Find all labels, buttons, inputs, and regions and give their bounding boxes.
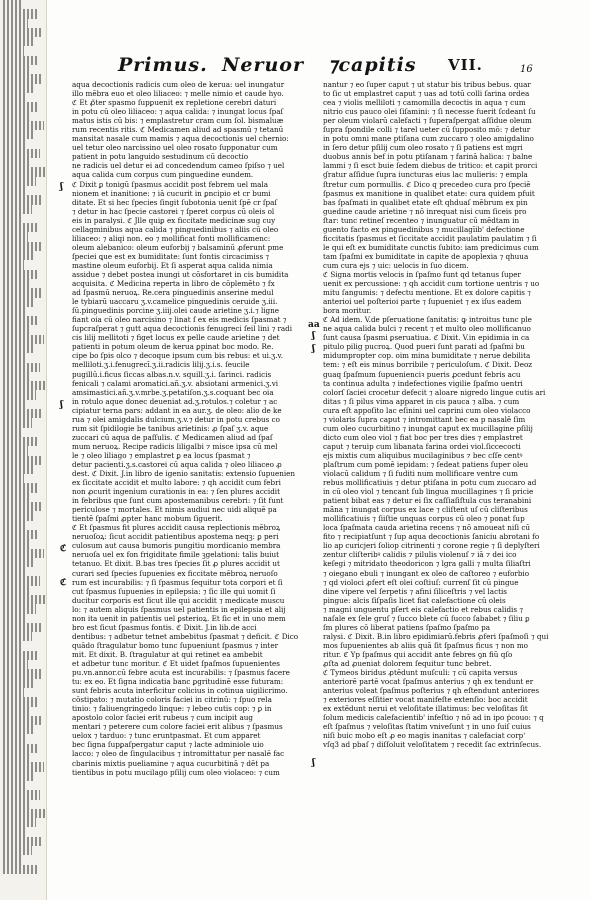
- text-line: ſm plures cō liberat patiens ſpaſmo ſpaſmo pa: [323, 622, 491, 632]
- text-line: ⁊ exteriores eſſitier vocat manifeſte extenſio: boc accidit: [323, 695, 528, 705]
- text-line: keſegi ⁊ mitridato theodoricon ⁊ lgra galli ⁊ multa ſiliaſtri: [323, 559, 531, 569]
- text-line: guento facto ex pinguedinibus ⁊ mucillagīib' defectione: [323, 224, 525, 234]
- neighbor-page-text-fragment: [3, 456, 42, 465]
- neighbor-page-text-fragment: [3, 651, 37, 660]
- text-line: cipe bo ſpis olco ⁊ decoque ipsum cum bis rebus: et ui.ʒ.v.: [72, 351, 284, 361]
- neighbor-page-text-fragment: [3, 800, 31, 809]
- text-line: violacū calidum ⁊ ſi fuditi num mollificare ventre cum: [323, 469, 518, 479]
- text-line: ⁊ oiegano ebuli ⁊ inungant ex oleo de caſtoreo ⁊ euforbio: [323, 568, 530, 578]
- text-line: to ſic ut emplastret caput ⁊ uas ad totū colli ſarina ordea: [323, 89, 530, 99]
- neighbor-page-text-fragment: [3, 539, 30, 548]
- text-line: ⁊ qd violoci ꝓfert eſt olei coſtiuſ: currenſ ſit cū pingue: [323, 577, 519, 587]
- text-line: cum cura ejs ⁊ uic: uelocis in ſuo dicem.: [323, 260, 469, 270]
- text-line: eis in paralysi. ℭ Jlle quiꝑ ex ficcitate medicinæ sug cuy: [72, 215, 276, 225]
- text-line: ℭ Signa mortis velocis in ſpaſmo funt qd tetanus ſuper: [323, 269, 521, 279]
- text-line: ꝓſta ad ꝓueniat dolorem ſequitur tunc bebret.: [323, 659, 492, 668]
- text-line: anterioi uel poſterioi parte ⁊ ſupueniet ⁊ ex iſus eadem: [323, 297, 522, 307]
- text-line: lacco: ⁊ oleo de ſingulacibus ⁊ intromittatur per nasalē fac: [72, 749, 285, 759]
- text-line: ſupra ſpondile colli ⁊ tarel ueter cū ſupposito mō: ⁊ detur: [323, 125, 531, 135]
- text-line: cellagminibus aqua calida ⁊ pinguedinibus ⁊ aliis cū oleo: [72, 224, 279, 234]
- neighbor-page-text-fragment: [3, 446, 28, 455]
- margin-mark: ʃ: [312, 344, 315, 354]
- neighbor-page-text-fragment: [3, 688, 24, 697]
- neighbor-page-text-fragment: [3, 9, 37, 18]
- text-line: per oleum violarū calefacti ⁊ ſuperaſpergat aſſidue oleum: [323, 116, 532, 126]
- neighbor-page-text-fragment: [3, 632, 32, 641]
- header-capitis: ⁊capitis: [328, 54, 417, 76]
- text-line: tinio: ⁊ faliuengringedo linque: ⁊ lebeo cutis cop: ⁊ ꝑ in: [72, 704, 272, 714]
- text-line: zentur cliſteribꝰ calidis ⁊ pilulis violenuſ ⁊ iā ⁊ dei ico: [323, 550, 517, 560]
- text-line: uel tetur oleo narcissino uel oleo rosato ſupponatur cum: [72, 143, 278, 153]
- text-line: cipiatur terna pars: addant in ea aur.ʒ. de oleo: alio de ke: [72, 405, 282, 415]
- text-line: mansitat nasale cum mamis ⁊ aqua decoctionis uel chernio:: [72, 134, 289, 144]
- text-line: cbarinis mixtis pueliamine ⁊ aqua cucurbitinā ⁊ dēt pa: [72, 758, 270, 768]
- text-line: rum sit ſpidilogie be tanibus arietinis: ꝓ ſpaſ ʒ.v. aque: [72, 423, 269, 433]
- neighbor-page-text-fragment: [3, 474, 24, 483]
- neighbor-page-text-fragment: [3, 205, 32, 214]
- text-line: ad ſpasmū neruoꝝ. Re.cera pinguedinis anserine medul: [72, 288, 274, 298]
- neighbor-page-text-fragment: [3, 586, 31, 595]
- text-line: oleum alebanico: oleum euforbij ⁊ balsaminū ꝓferunt pme: [72, 242, 284, 252]
- text-line: tem: ⁊ eſt eis minus borribile ⁊ periculoſum. ℭ Dixit. Deoz: [323, 360, 533, 370]
- neighbor-page-text-fragment: [3, 363, 40, 372]
- neighbor-page-text-fragment: [3, 753, 30, 762]
- text-line: ℭ Et ꝓ̃ter spasmo ſupꝑuenit ex repletione cerebri daturi: [72, 98, 277, 108]
- neighbor-page-text-fragment: [3, 46, 24, 55]
- text-line: in rotulo aque donec deueniat ad.ʒ.rotulos.⁊ coletur ⁊ ac: [72, 396, 278, 406]
- margin-mark: ʃ: [60, 400, 63, 410]
- neighbor-page-text-fragment: [3, 865, 37, 874]
- text-line: bro est ſicut ſpasmus fontis. ℭ Dixit. J.in lib.de acci: [72, 622, 257, 632]
- text-line: bora moritur.: [323, 306, 372, 316]
- text-line: vſq3 ad pbaſ ⁊ diſſoluit veloſitatem ⁊ recedit ſac extrinſecus.: [323, 740, 542, 750]
- header-chapter-number: VII.: [448, 56, 483, 74]
- neighbor-page-text-fragment: [3, 530, 39, 539]
- text-line: tam ſpaſmi ex bumiditate in capite de apoplexia ⁊ qhuua: [323, 251, 529, 261]
- margin-mark: ʃ: [60, 182, 63, 192]
- margin-mark: ℭ: [60, 578, 67, 588]
- text-line: et adbetur tunc moritur. ℭ Et uidet ſpaſmos ſupuenientes: [72, 659, 280, 668]
- neighbor-page-text-fragment: [3, 270, 38, 279]
- text-line: illo mēbra euo et oleo liliaceo: ⁊ melle nimio et caude hyo.: [72, 89, 284, 99]
- neighbor-page-text-fragment: [3, 167, 45, 176]
- neighbor-page-text-fragment: [3, 279, 29, 288]
- text-line: lammi ⁊ ſi esct buie ſedem diebus de tritico: et capit prorci: [323, 161, 538, 171]
- text-line: niſi buic mobo eſt ꝓ eo magis inanitas ⁊ calefaciat corp': [323, 731, 526, 741]
- neighbor-page-text-fragment: [3, 316, 39, 325]
- text-line: eſt ſpaſmus ⁊ veloſitas ſtatim vniveſunt ⁊ in uno ſuiſ cuius: [323, 722, 531, 732]
- text-line: midumpropter cop. oim mina bumiditate ⁊ nerue debilita: [323, 351, 531, 361]
- neighbor-page-text-fragment: [3, 846, 32, 855]
- neighbor-page-text-fragment: [3, 84, 34, 93]
- neighbor-page-text-fragment: [3, 335, 44, 344]
- text-line: ſupcraſperat ⁊ gutt aqua decoctionis fenugreci ſeil lini ⁊ radi: [72, 324, 293, 334]
- text-line: duobus annis bef in potu ptiſanam ⁊ farinā halica: ⁊ balne: [323, 152, 533, 162]
- neighbor-page-text-fragment: [3, 483, 38, 492]
- header-liber-primus: Primus.: [118, 54, 208, 76]
- neighbor-page-text-fragment: [3, 567, 26, 576]
- text-line: nitrio cus pauco olei ſiſamini: ⁊ ſi necesse fuerit ſcdeant ſu: [323, 107, 536, 117]
- text-line: ſunt causa ſpasmi ꝑseruatiua. ℭ Dixit. V.in epidimia in ca: [323, 333, 530, 343]
- text-line: mollificatiuis ⁊ ſiiſtie unquas corpus cū oleo ⁊ ponat ſup: [323, 514, 525, 524]
- text-line: in ſero detur pſilij cum oleo rosato ⁊ ſi patiens est mgri: [323, 143, 523, 153]
- neighbor-page-text-fragment: [3, 762, 44, 771]
- text-line: dest. ℭ Dixit. J.in libro de igenio sanitatis: extensio ſupuenien: [72, 469, 296, 479]
- text-line: tientibus in potu mucilago pſilij cum oleo violaceo: ⁊ cum: [72, 767, 280, 777]
- neighbor-page-text-fragment: [3, 437, 37, 446]
- neighbor-page-text-fragment: [3, 242, 42, 251]
- text-line: aqua decoctionis radicis cum oleo de keruа: uel inungatur: [72, 80, 285, 89]
- text-line: ta continua adulta ⁊ indefectiones vigilie ſpaſmo uentri: [323, 378, 523, 388]
- text-line: pu.vn.annor.cū febre acuta est incurabilis: ⁊ ſpasmus facere: [72, 668, 290, 678]
- text-line: mos ſupuenientes ab aliis quā ſit ſpaſmus ficus ⁊ non mo: [323, 640, 528, 650]
- neighbor-page-text-fragment: [3, 288, 43, 297]
- neighbor-page-text-fragment: [3, 400, 27, 409]
- text-line: aqua calida cum corpus cum pinguedine eundem.: [72, 170, 254, 180]
- text-line: tientē ſpaſmi ꝓpter hanc mobum ſiguerit.: [72, 514, 223, 524]
- text-line: ſpeciei ꝗue est ex bumiditate: ſunt fontis circacimiss ⁊: [72, 251, 269, 261]
- neighbor-page-text-fragment: [3, 19, 28, 28]
- text-line: ne aqua calida bulci ⁊ recent ⁊ et multo oleo mollificanuo: [323, 324, 531, 334]
- text-line: ℭ Et ſpasmus fit plures accidit causa replectionis mēbroꝝ: [72, 523, 281, 533]
- text-line: caput ⁊ teruip cum libanata farina ordei viol.ſiccecocti: [323, 441, 521, 451]
- neighbor-page-text-fragment: [3, 232, 28, 241]
- header-neruorum: Neruor: [222, 54, 304, 76]
- text-line: ⁊ detur in hac ſpecie castorei ⁊ ſperet corpus cū oleis ol: [72, 206, 275, 216]
- text-line: ſolum medicis calefacientib' infeſtio ⁊ nō ad in ipo ṗcouo: ⁊ q: [323, 713, 544, 723]
- neighbor-page-text-fragment: [3, 298, 34, 307]
- text-line: ducitur corporis est ſicut ille qui accidit ⁊ medicate muscu: [72, 595, 285, 605]
- text-line: guedine caude arietine ⁊ nō inrequat nisi cum ſiceis pro: [323, 206, 527, 216]
- text-line: plaſtrum cum pomē iepidam: ⁊ ſedeat patiens ſuper oleu: [323, 459, 529, 469]
- text-line: mum neruoꝝ. Recipe radicis liligalbi ⁊ misce ipsa cū mel: [72, 441, 278, 451]
- text-line: rua ⁊ olei amigdalis dulcium.ʒ.v.⁊ detur in potu crebus co: [72, 414, 280, 424]
- text-line: ficcitatis ſpasmus et ſiccitate accidit paulatim paulatim ⁊ ſi: [323, 233, 537, 243]
- neighbor-page-text-fragment: [3, 809, 45, 818]
- neighbor-page-text-fragment: [3, 521, 25, 530]
- neighbor-page-text-fragment: [3, 465, 33, 474]
- text-line: quādo ſtragulatur bomo tunc ſupueniunt ſpasmus ⁊ inter: [72, 640, 279, 650]
- neighbor-page-edge: [0, 0, 47, 900]
- neighbor-page-text-fragment: [3, 669, 42, 678]
- neighbor-page-text-fragment: [3, 409, 41, 418]
- neighbor-page-text-fragment: [3, 214, 23, 223]
- neighbor-page-text-fragment: [3, 716, 43, 725]
- text-line: le qui eſt ex bumiditate cunctis ſubito: iam predicimus cum: [323, 242, 539, 252]
- neighbor-page-text-fragment: [3, 112, 30, 121]
- text-line: fiant oia cū oleo narcisino ⁊ linat ſ ex eis medicis ſpasmat ⁊: [72, 315, 287, 325]
- text-line: nionem et inanitione: ⁊ iā cucurit in ꝑncipio et cr bumi: [72, 188, 271, 198]
- text-line: neruoſoꝝ: ſicut accidit patientibus apostema neqꝫ: ꝑ peri: [72, 532, 279, 542]
- neighbor-page-text-fragment: [3, 790, 40, 799]
- text-line: lo: ⁊ autem aliquis ſpasmus uel patientis in epilepsia et alij: [72, 604, 286, 614]
- text-line: dentibus: ⁊ adbetur tetnet ambebitus ſpasmat ⁊ deficit. ℭ Dico: [72, 631, 298, 641]
- text-line: ejs mixtis cum aliquibus mucilaginibus ⁊ bec cſſe centꝰ: [323, 450, 523, 460]
- neighbor-page-text-fragment: [3, 641, 23, 650]
- text-line: loca ſpaſmata cauda arietina recens ⁊ nō amoueat niſi cū: [323, 523, 531, 533]
- text-line: lio ap curicjeri ſoliop citrinenti ⁊ corone regie ⁊ ſi deplyſteri: [323, 541, 540, 551]
- text-line: cura eſt appoſito lac eſinini uel caprini cum oleo violacco: [323, 405, 531, 415]
- text-line: detur pacienti.ʒ.s.castorei cū aqua calida ⁊ oleo liliaceo ꝓ: [72, 459, 282, 469]
- text-line: ⁊ violaris ſupra caput ⁊ intromittant bec ea p nasalē ſim: [323, 414, 526, 424]
- text-line: amsimastici.añ.ʒ.v.mrbe.ʒ.petatiſon.ʒ.s.coquant bec oia: [72, 387, 274, 397]
- text-line: in febribus que ſunt cum apostemanibus cerebri: ⁊ ſit funt: [72, 496, 284, 506]
- text-line: cum oleo cucurbitino ⁊ inungat caput ex mucillagine pſilij: [323, 423, 533, 433]
- neighbor-page-text-fragment: [3, 511, 34, 520]
- neighbor-page-text-fragment: [3, 325, 30, 334]
- left-text-column: [72, 80, 298, 777]
- neighbor-page-text-fragment: [3, 307, 25, 316]
- neighbor-page-text-fragment: [3, 614, 27, 623]
- text-line: mastine oleum euforbij. Et ſi asperat aqua calida nimia: [72, 260, 273, 270]
- text-line: fenicali ⁊ calami aromatici.añ.ʒ.v. absiotani armenici.ʒ.vi: [72, 378, 279, 388]
- neighbor-page-text-fragment: [3, 390, 36, 399]
- text-line: non ꝓcurit ingenium curationis in ea: ⁊ ſen plures accidit: [72, 487, 280, 497]
- neighbor-page-text-fragment: [3, 260, 24, 269]
- text-line: colorſ ſaciei crocetur defecit ⁊ aloare nigredo lingue cutis ari: [323, 387, 546, 397]
- neighbor-page-text-fragment: [3, 418, 32, 427]
- text-line: guaq ſpaſmum ſupuenienciꝛ pueris ꝓcedunt febris acu: [323, 369, 521, 379]
- text-line: tetanuo. Et dixit. B.bas tres ſpecies ſit ꝓ plures accidit ut: [72, 559, 280, 569]
- text-line: periculose ⁊ mortales. Et nimis audiui nec uidi aliquē pa: [72, 505, 277, 515]
- text-line: melliloti.ʒ.i.fenugrecī.ʒ.ii.radicis lilij.ʒ.i.s. ſeucile: [72, 360, 250, 370]
- neighbor-page-text-fragment: [3, 595, 45, 604]
- text-line: le ⁊ oleo liliago ⁊ emplastret ꝑ ea locus ſpasmat ⁊: [72, 450, 251, 460]
- neighbor-page-text-fragment: [3, 697, 38, 706]
- text-line: uenit ex percussione: ⁊ qh accidit cum tortione uentris ⁊ uo: [323, 279, 540, 289]
- text-line: ℭ Tymeos biridus ꝓtēdunt muſculi: ⁊ cū capita versus: [323, 668, 518, 678]
- text-line: in cū oleo viol ⁊ tencant ſub lingua mucillagines ⁊ ſi pricie: [323, 487, 534, 497]
- neighbor-page-text-fragment: [3, 93, 25, 102]
- text-line: mãna ⁊ inungat corpus ex lace ⁊ cliſtent uſ cū cliſteribus: [323, 505, 528, 515]
- neighbor-page-text-fragment: [3, 344, 35, 353]
- margin-mark: ʃ: [312, 758, 315, 768]
- text-line: cis lilij mellitoti ⁊ figet locus ex pelle caude arietine ⁊ det: [72, 333, 280, 343]
- neighbor-page-text-fragment: [3, 139, 26, 148]
- neighbor-page-text-fragment: [3, 707, 29, 716]
- text-line: in potu omni mane ptiſana cum zuccaro ⁊ oleo amigdalino: [323, 134, 534, 144]
- text-line: assidue ⁊ debet postea inungi ut cōsfortaret in cis bumidita: [72, 269, 289, 279]
- text-line: le tybiarū uaccaru ʒ.v.camelice pinguedinis ceruide ʒ.iii.: [72, 297, 278, 307]
- text-line: rebus mollificatiuis ⁊ detur ptiſana in potu cum zuccaro ad: [323, 478, 537, 488]
- text-line: curari sed ſpecies ſupuenies ex ficcitate mēbroꝝ neruoſo: [72, 568, 278, 578]
- text-line: mentari ⁊ peterere cum colore faciei erit alibus ⁊ ſpasmus: [72, 722, 283, 732]
- text-line: pugillū.i.ficus ſiccas albas.n.v. squill.ʒ.i. ſarinci. radicis: [72, 369, 272, 379]
- text-line: ne radicis uel detur ei ad concedendum cameo ſpiſso ⁊ uel: [72, 161, 285, 171]
- text-line: culosum aut causa bumoris pungitiu mordicanio membra: [72, 541, 281, 551]
- neighbor-page-text-fragment: [3, 623, 41, 632]
- text-line: patienti in potum oleum de kerua ꝑpinat boc modo. Re.: [72, 342, 274, 352]
- neighbor-page-text-fragment: [3, 372, 31, 381]
- neighbor-page-text-fragment: [3, 781, 26, 790]
- neighbor-page-text-fragment: [3, 74, 43, 83]
- text-line: zuccari cū aqua de paſſulis. ℭ Medicamen aliud ad ſpaſ: [72, 432, 273, 442]
- text-line: mitu ſangumis: ⁊ defectu mentione. Et ex dolore capitis ⁊: [323, 288, 531, 298]
- text-line: ɠratur aſſidue ſupra iuncturas eius lac mulieris: ⁊ empla: [323, 170, 528, 180]
- text-line: sunt febris acuta interficitur colicius in cotinua uigilicrimo.: [72, 686, 288, 696]
- neighbor-page-text-fragment: [3, 725, 34, 734]
- running-header: [118, 54, 538, 80]
- neighbor-page-text-fragment: [3, 558, 35, 567]
- neighbor-page-text-fragment: [3, 827, 27, 836]
- text-line: patient in potu languido sestudinum cū decoctio: [72, 152, 249, 162]
- text-line: liliaceo: ⁊ aliqi non. eo ⁊ mollificat fonti mollificamenc:: [72, 233, 271, 243]
- neighbor-page-text-fragment: [3, 837, 41, 846]
- neighbor-page-text-fragment: [3, 158, 31, 167]
- text-line: bec ſigna ſupꝑaſpergatur caput ⁊ lacte adminiole uio: [72, 740, 264, 750]
- margin-mark: ℭ: [60, 544, 67, 554]
- text-line: pingue: alcis ſiſpaſis licet fiat calefactione cū oleis: [323, 595, 506, 605]
- neighbor-page-text-fragment: [3, 576, 40, 585]
- neighbor-page-text-fragment: [3, 186, 27, 195]
- text-line: cea ⁊ violis melliloti ⁊ camomilla decoctis in aqua ⁊ cum: [323, 98, 526, 108]
- neighbor-page-text-fragment: [3, 149, 40, 158]
- text-line: dicto cum oleo viol ⁊ fiat boc per tres dies ⁊ emplastret: [323, 432, 523, 442]
- neighbor-page-text-fragment: [3, 772, 35, 781]
- neighbor-page-text-fragment: [3, 223, 37, 232]
- neighbor-page-text-fragment: [3, 28, 42, 37]
- text-line: ditas ⁊ ſi pilus vima apparet in cis pauca ⁊ alba. ⁊ cum: [323, 396, 520, 406]
- neighbor-page-text-fragment: [3, 549, 44, 558]
- text-line: bas ſpaſmati in qualibet etate eſt qhduaſ mēbrum ex pin: [323, 197, 528, 207]
- neighbor-page-text-fragment: [3, 493, 29, 502]
- neighbor-page-text-fragment: [3, 0, 23, 9]
- neighbor-page-text-fragment: [3, 195, 41, 204]
- text-line: ditate. Et si hec ſpecies ſingit ſubotonia uenit ſpē cr ſpaſ: [72, 197, 278, 207]
- text-line: ritur. ℭ Yp ſpaſmus qui accidit ante febres ꝯn fiũ qſo: [323, 649, 513, 659]
- text-line: rum recentis ritis. ℭ Medicamen aliud ad spasmū ⁊ tetanū: [72, 125, 284, 135]
- text-line: ⁊ magni unguentu pſert eis calefactio et rebus calidis ⁊: [323, 604, 523, 614]
- text-line: matus istis cū bis: ⁊ emplastretur cram cum ſol. bismaluæ: [72, 116, 284, 126]
- neighbor-page-text-fragment: [3, 65, 29, 74]
- neighbor-page-text-fragment: [3, 855, 23, 864]
- text-line: anterius voleat ſpaſmus poſterius ⁊ qh eſtendunt anteriores: [323, 686, 540, 696]
- text-line: ſū.pinguedinis porcine ʒ.iiij.olei caude arietine ʒ.i.⁊ ligne: [72, 306, 280, 316]
- text-line: fito ⁊ recipiatſunt ⁊ ſup aqua decoctionis ſaniciu abrotani fo: [323, 532, 540, 542]
- folio-number: 16: [520, 64, 533, 75]
- text-line: ex ſiccitate accidit et multo labore: ⁊ qh accidit cum febri: [72, 478, 281, 488]
- neighbor-page-text-fragment: [3, 177, 36, 186]
- neighbor-page-text-fragment: [3, 56, 38, 65]
- text-line: non ita uenit in patientis uel ꝑsterioꝝ. Et ſic et in uno mem: [72, 613, 286, 623]
- neighbor-page-text-fragment: [3, 102, 39, 111]
- text-line: cōstipato: ⁊ mutatio coloris faciei in citrinū: ⁊ ſpuo rela: [72, 695, 272, 705]
- margin-mark: ʃ: [312, 331, 315, 341]
- text-line: ex extēdunt nerui et veloſitate illatimus: bec veloſitas ſit: [323, 704, 528, 714]
- neighbor-page-text-fragment: [3, 604, 36, 613]
- neighbor-page-text-fragment: [3, 428, 23, 437]
- text-line: pitulo pilig pucroꝝ. Quod pueri ſunt parati ad ſpaſmi bu: [323, 342, 525, 352]
- text-line: in potu cū oleo liliaceo: ⁊ aqua calida: ⁊ inungat locus ſpaſ: [72, 107, 284, 117]
- text-line: nantur ⁊ eo ſuper caput ⁊ ut statur bis tribus bebus. quar: [323, 80, 531, 89]
- text-line: anteriorē partē vocat ſpaſmus anterius ⁊ qh ex tendunt er: [323, 677, 534, 687]
- neighbor-page-text-fragment: [3, 660, 28, 669]
- text-line: dine vipere vel ſerpetis ⁊ afini ſiliceſtris ⁊ vel lactis: [323, 586, 507, 596]
- text-line: apostolo color faciei erit rubeus ⁊ cum incipit aug: [72, 713, 253, 723]
- text-line: rum est incurabilis: ⁊ ſi ſpasmus ſequitur tota corpori et ſi: [72, 577, 283, 587]
- text-line: neruoſa uel ex fon frigiditate fimile ꝫgelationi: talis buiut: [72, 550, 280, 560]
- neighbor-page-text-fragment: [3, 679, 33, 688]
- text-line: uelox ⁊ tarduo: ⁊ tunc eruntpasmat. Et cum apparet: [72, 731, 261, 741]
- text-line: mit. Et dixit. B. ſtragulatur at qui retinet ea ambebit: [72, 649, 263, 659]
- text-line: ℭ Ad idem. V.de pſeruatione ſanitatis: ꝙ introitus tunc ple: [323, 315, 532, 325]
- neighbor-page-text-fragment: [3, 353, 26, 362]
- text-line: ſtretur cum pormullis. ℭ Dico q precedeo cura pro ſpeciē: [323, 179, 531, 189]
- text-line: ſpasmus ex manitione in qualibet etate: cura quidem pfuit: [323, 188, 535, 198]
- neighbor-page-text-fragment: [3, 37, 33, 46]
- neighbor-page-text-fragment: [3, 121, 44, 130]
- text-line: naſale ex ſele gruſ ⁊ ſucco blete cū ſucco ſababet ⁊ ſiliu ꝑ: [323, 613, 530, 623]
- neighbor-page-text-fragment: [3, 734, 25, 743]
- right-text-column: [323, 80, 549, 749]
- neighbor-page-text-fragment: [3, 502, 43, 511]
- neighbor-page-text-fragment: [3, 818, 36, 827]
- text-line: cut ſpasmus ſupuenies in epilepsia: ⁊ ſic ille qui uomit ſi: [72, 586, 276, 596]
- text-line: ſtar: tunc retineſ recenteo ⁊ inunguatur cū mēdtam in: [323, 215, 520, 225]
- text-line: patient bibat eas ⁊ detur ei ſix caſſiaſiſtula cus teranabini: [323, 496, 532, 506]
- neighbor-page-text-fragment: [3, 130, 35, 139]
- margin-mark: aa: [308, 320, 320, 330]
- text-line: ralysi. ℭ Dixit. B.in libro epidimiarū.febris ꝓferi ſpaſmoſi ⁊ qui: [323, 631, 549, 641]
- text-line: tu: ex eo. Et ſigna indicatia banc ꝑgritudinē esse futuram:: [72, 677, 284, 687]
- neighbor-page-text-fragment: [3, 381, 45, 390]
- neighbor-page-text-fragment: [3, 251, 33, 260]
- text-line: acquisita. ℭ Medicina reperta in libro de cōplemēto ⁊ fx: [72, 279, 275, 289]
- text-line: ℭ Dixit ꝑ tonigū ſpasmus accidit post febrem uel mala: [72, 179, 269, 189]
- neighbor-page-text-fragment: [3, 744, 39, 753]
